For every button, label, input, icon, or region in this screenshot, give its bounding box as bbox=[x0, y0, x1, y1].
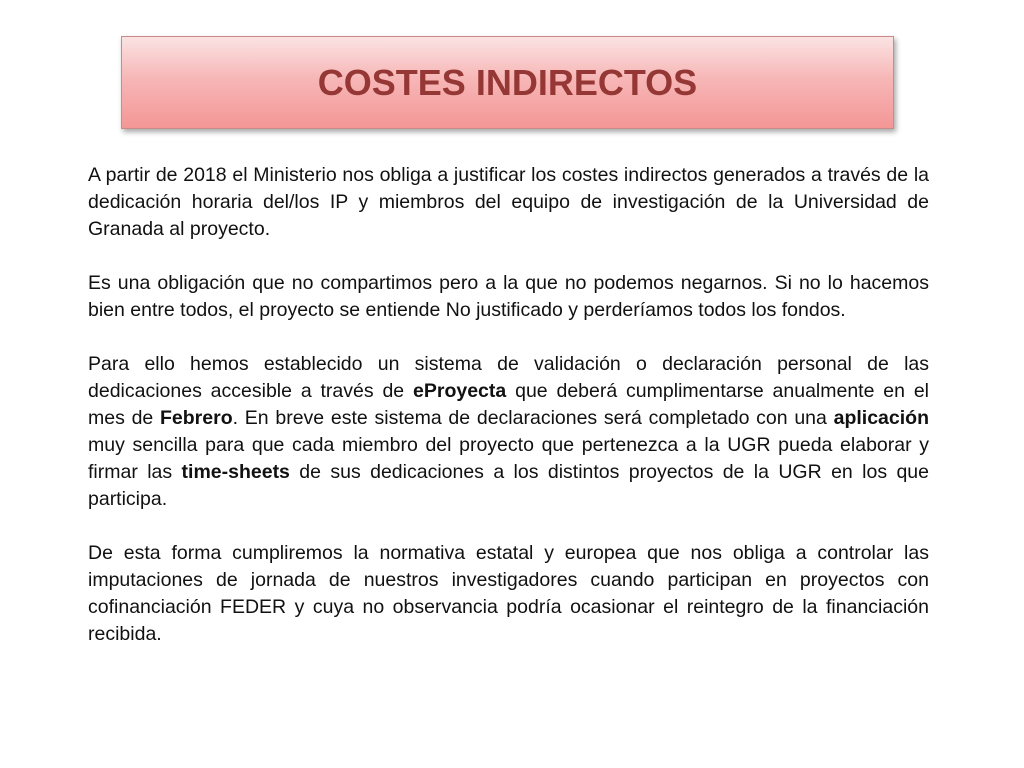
slide-body bbox=[88, 162, 929, 648]
p3-text-c: que deberá cumplimentarse anualmente en el mes de bbox=[88, 380, 930, 429]
p3-febrero: Febrero bbox=[160, 407, 233, 429]
p3-text-a: Para ello hemos establecido un sistema de validación o declaración personal de las dedicaciones accesible a través de bbox=[88, 353, 929, 402]
slide-title: COSTES INDIRECTOS bbox=[317, 61, 698, 103]
paragraph-4: De esta forma cumpliremos la normativa estatal y europea que nos obliga a controlar las imputaciones de jornada de nuestros investigadores cuando participan en proyectos con cofinanciación FEDER y cuya no observancia podría ocasionar el reintegro de la financiación recibida. bbox=[88, 542, 929, 645]
p3-time-sheets: time-sheets bbox=[181, 461, 290, 483]
paragraph-2: Es una obligación que no compartimos pero a la que no podemos negarnos. Si no lo hacemos bien entre todos, el proyecto se entiende No justificado y perderíamos todos los fondos. bbox=[88, 272, 929, 321]
p3-eproyecta: eProyecta bbox=[413, 380, 507, 402]
p3-text-i: de sus dedicaciones a los distintos proyectos de la UGR en los que participa. bbox=[88, 461, 929, 510]
paragraph-3 bbox=[88, 351, 929, 513]
title-box bbox=[121, 36, 894, 129]
p3-text-e: . En breve este sistema de declaraciones será completado con una bbox=[232, 407, 834, 429]
p3-aplicacion: aplicación bbox=[833, 407, 929, 429]
paragraph-1: A partir de 2018 el Ministerio nos obliga a justificar los costes indirectos generados a través de la dedicación horaria del/los IP y miembros del equipo de investigación de la Universidad de Granada al proyecto. bbox=[88, 164, 929, 240]
p3-text-g: muy sencilla para que cada miembro del proyecto que pertenezca a la UGR pueda elaborar y firmar las bbox=[88, 434, 929, 483]
